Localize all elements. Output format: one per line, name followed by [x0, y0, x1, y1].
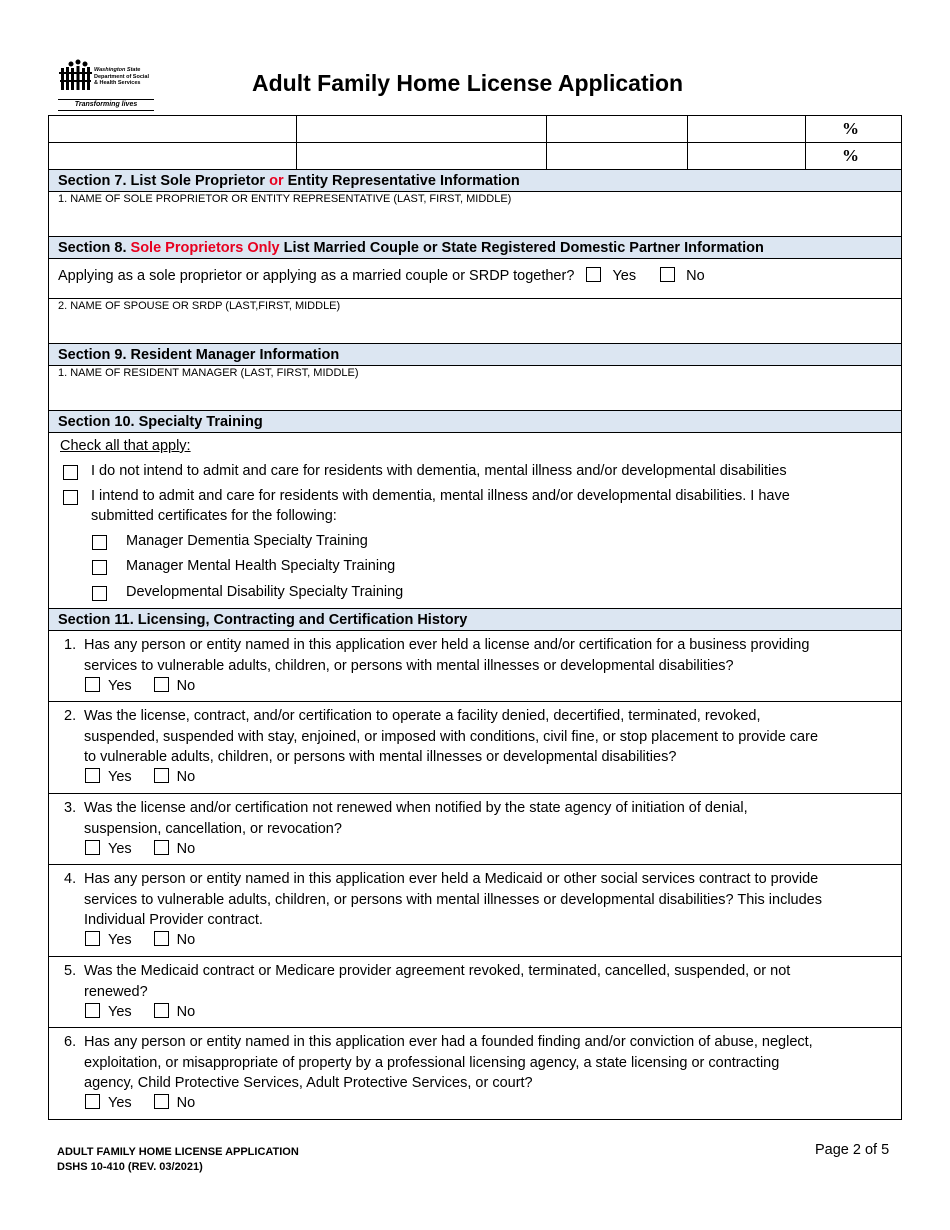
logo-tagline: Transforming lives	[58, 99, 154, 108]
resident-manager-name-field[interactable]	[49, 366, 901, 411]
dementia-care-checkbox[interactable]	[63, 490, 78, 505]
percent-symbol: %	[842, 146, 859, 165]
question-6: 6. Has any person or entity named in this application ever had a founded finding and/or conviction of abuse, neglect, exploitation, or misappropriate of property by a professional licensing agency, a state licensing or contracting agency, Child Protective Services, Adult Protective Services, or court? Yes No	[49, 1028, 901, 1120]
dd-training-checkbox[interactable]	[92, 586, 107, 601]
yes-no-group: Yes No	[85, 768, 195, 785]
yes-no-group: Yes No	[85, 1003, 195, 1020]
section-7-heading: Section 7. List Sole Proprietor or Entity Representative Information	[49, 170, 901, 192]
field-label: 2. NAME OF SPOUSE OR SRDP (LAST,FIRST, MIDDLE)	[58, 300, 341, 312]
yes-label: Yes	[612, 268, 637, 284]
owner-percent-cell[interactable]	[806, 143, 901, 169]
owner-ssn-cell[interactable]	[547, 143, 688, 169]
married-couple-question: Applying as a sole proprietor or applying as a married couple or SRDP together?	[58, 268, 575, 284]
married-couple-question-row	[49, 259, 901, 299]
yes-no-group: Yes No	[85, 1094, 195, 1111]
q4-no-checkbox[interactable]	[154, 931, 169, 946]
married-couple-no-checkbox[interactable]	[660, 267, 675, 282]
footer-form-number: DSHS 10-410 (REV. 03/2021)	[57, 1160, 203, 1173]
yes-no-group: Yes No	[85, 840, 195, 857]
owner-title-cell[interactable]	[297, 143, 547, 169]
option-no-dementia-care: I do not intend to admit and care for residents with dementia, mental illness and/or developmental disabilities	[91, 463, 787, 479]
percent-symbol: %	[842, 119, 859, 138]
q5-no-checkbox[interactable]	[154, 1003, 169, 1018]
owner-row	[49, 143, 901, 170]
q6-yes-checkbox[interactable]	[85, 1094, 100, 1109]
question-3: 3. Was the license and/or certification not renewed when notified by the state agency of initiation of denial, suspension, cancellation, or revocation? Yes No	[49, 794, 901, 865]
question-2: 2. Was the license, contract, and/or certification to operate a facility denied, decertified, terminated, revoked, suspended, suspended with stay, enjoined, or imposed with conditions, civil fine, or stop placement to provide care to vulnerable adults, children, or persons with mental illnesses or developmental disabilities? Yes No	[49, 702, 901, 794]
field-label: 1. NAME OF SOLE PROPRIETOR OR ENTITY REPRESENTATIVE (LAST, FIRST, MIDDLE)	[58, 193, 512, 205]
yes-no-group: Yes No	[85, 677, 195, 694]
page-number: Page 2 of 5	[815, 1142, 890, 1158]
q2-yes-checkbox[interactable]	[85, 768, 100, 783]
question-4: 4. Has any person or entity named in this application ever held a Medicaid or other social services contract to provide services to vulnerable adults, children, or persons with mental illnesses or developmental disabilities? This includes Individual Provider contract. Yes No	[49, 865, 901, 957]
specialty-training-block	[49, 433, 901, 609]
sub-option-mental-health: Manager Mental Health Specialty Training	[126, 558, 396, 574]
sub-option-dementia: Manager Dementia Specialty Training	[126, 533, 368, 549]
q6-no-checkbox[interactable]	[154, 1094, 169, 1109]
owner-dob-cell[interactable]	[688, 116, 806, 142]
footer-form-info	[57, 1145, 299, 1174]
field-label: 1. NAME OF RESIDENT MANAGER (LAST, FIRST, MIDDLE)	[58, 367, 359, 379]
married-couple-yes-checkbox[interactable]	[586, 267, 601, 282]
q4-yes-checkbox[interactable]	[85, 931, 100, 946]
section-9-heading: Section 9. Resident Manager Information	[49, 344, 901, 366]
footer-form-name: ADULT FAMILY HOME LICENSE APPLICATION	[57, 1146, 299, 1158]
sub-option-developmental: Developmental Disability Specialty Training	[126, 584, 404, 600]
owner-ssn-cell[interactable]	[547, 116, 688, 142]
application-form	[48, 115, 902, 1120]
q2-no-checkbox[interactable]	[154, 768, 169, 783]
q3-yes-checkbox[interactable]	[85, 840, 100, 855]
check-all-instruction: Check all that apply:	[60, 438, 191, 454]
question-1: 1. Has any person or entity named in this application ever held a license and/or certification for a business providing services to vulnerable adults, children, or persons with mental illnesses or developmental disabilities? Yes No	[49, 631, 901, 702]
owner-dob-cell[interactable]	[688, 143, 806, 169]
section-11-heading: Section 11. Licensing, Contracting and Certification History	[49, 609, 901, 631]
yes-no-group: Yes No	[85, 931, 195, 948]
owner-row	[49, 116, 901, 143]
q5-yes-checkbox[interactable]	[85, 1003, 100, 1018]
option-dementia-care-line2: submitted certificates for the following:	[91, 508, 337, 524]
page-title: Adult Family Home License Application	[252, 70, 684, 96]
owner-name-cell[interactable]	[49, 143, 297, 169]
sole-proprietor-name-field[interactable]	[49, 192, 901, 237]
mental-health-training-checkbox[interactable]	[92, 560, 107, 575]
no-label: No	[686, 268, 705, 284]
owner-name-cell[interactable]	[49, 116, 297, 142]
option-dementia-care-line1: I intend to admit and care for residents with dementia, mental illness and/or developmental disabilities. I have	[91, 488, 790, 504]
no-dementia-care-checkbox[interactable]	[63, 465, 78, 480]
question-5: 5. Was the Medicaid contract or Medicare provider agreement revoked, terminated, cancelled, suspended, or not renewed? Yes No	[49, 957, 901, 1028]
dshs-logo-text: Washington State Department of Social & Health Services	[94, 67, 150, 86]
section-8-heading: Section 8. Sole Proprietors Only List Married Couple or State Registered Domestic Partner Information	[49, 237, 901, 259]
spouse-name-field[interactable]	[49, 299, 901, 344]
q1-no-checkbox[interactable]	[154, 677, 169, 692]
q1-yes-checkbox[interactable]	[85, 677, 100, 692]
q3-no-checkbox[interactable]	[154, 840, 169, 855]
section-10-heading: Section 10. Specialty Training	[49, 411, 901, 433]
owner-percent-cell[interactable]	[806, 116, 901, 142]
owner-title-cell[interactable]	[297, 116, 547, 142]
dementia-training-checkbox[interactable]	[92, 535, 107, 550]
